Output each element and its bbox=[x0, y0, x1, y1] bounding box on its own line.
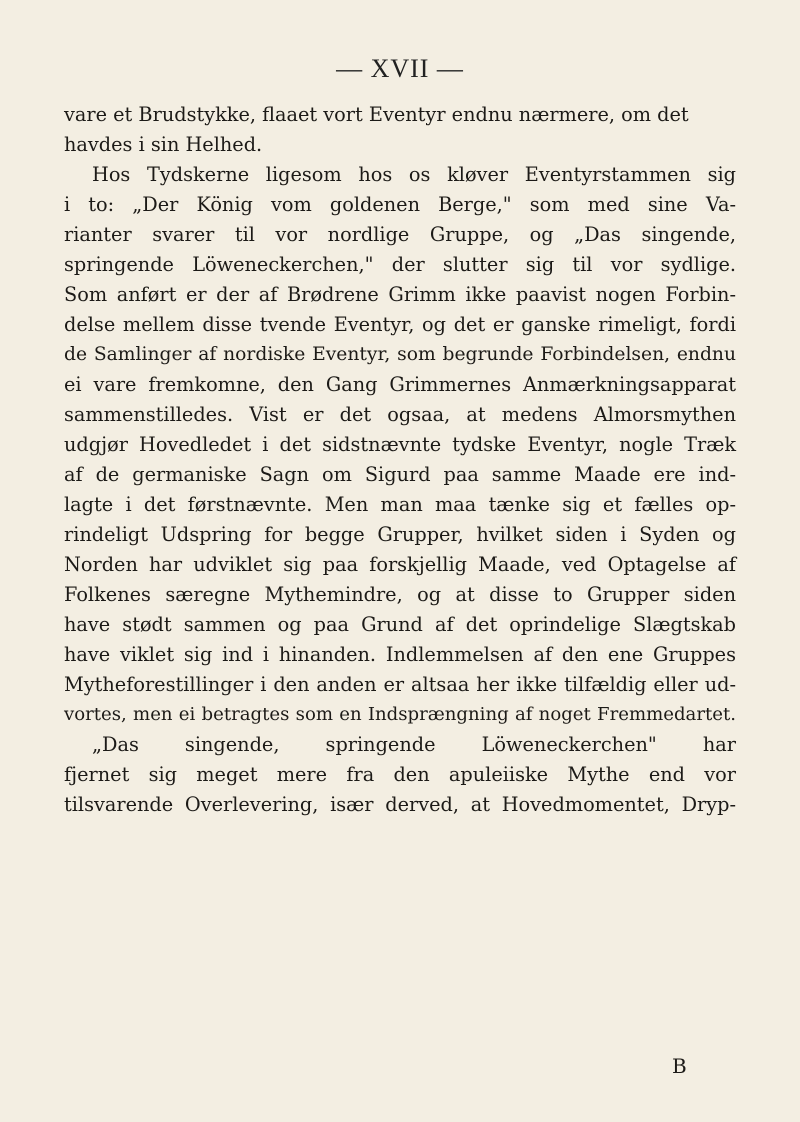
text-line: „Das singende, springende Löweneckerchen" har bbox=[92, 733, 736, 756]
catchword: B bbox=[672, 1054, 687, 1078]
text-line: Norden har udviklet sig paa forskjellig Maade, ved Optagelse af bbox=[64, 553, 736, 576]
text-line: i to: „Der König vom goldenen Berge," som med sine Va- bbox=[64, 193, 736, 216]
text-line: fjernet sig meget mere fra den apuleiiske Mythe end vor bbox=[64, 763, 736, 786]
text-line: ei vare fremkomne, den Gang Grimmernes Anmærkningsapparat bbox=[64, 373, 736, 396]
text-line: springende Löweneckerchen," der slutter sig til vor sydlige. bbox=[64, 253, 736, 276]
text-line: Som anført er der af Brødrene Grimm ikke paavist nogen Forbin- bbox=[64, 283, 736, 306]
body-text bbox=[64, 100, 736, 820]
text-line: rindeligt Udspring for begge Grupper, hvilket siden i Syden og bbox=[64, 523, 736, 546]
text-line: havdes i sin Helhed. bbox=[64, 133, 263, 156]
text-line: delse mellem disse tvende Eventyr, og det er ganske rimeligt, fordi bbox=[64, 313, 736, 336]
text-line: Folkenes særegne Mythemindre, og at disse to Grupper siden bbox=[64, 583, 736, 606]
text-line: Mytheforestillinger i den anden er altsaa her ikke tilfældig eller ud- bbox=[64, 673, 736, 696]
text-line: Hos Tydskerne ligesom hos os kløver Eventyrstammen sig bbox=[92, 163, 736, 186]
text-line: lagte i det førstnævnte. Men man maa tænke sig et fælles op- bbox=[64, 493, 736, 516]
text-line: de Samlinger af nordiske Eventyr, som begrunde Forbindelsen, endnu bbox=[64, 344, 736, 365]
text-line: sammenstilledes. Vist er det ogsaa, at medens Almorsmythen bbox=[64, 403, 736, 426]
text-line: tilsvarende Overlevering, især derved, at Hovedmomentet, Dryp- bbox=[64, 793, 736, 816]
page-header: — XVII — bbox=[336, 54, 464, 83]
text-line: af de germaniske Sagn om Sigurd paa samme Maade ere ind- bbox=[64, 463, 736, 486]
text-line: vortes, men ei betragtes som en Indsprængning af noget Fremmedartet. bbox=[64, 704, 736, 725]
text-line: have viklet sig ind i hinanden. Indlemmelsen af den ene Gruppes bbox=[64, 643, 736, 666]
text-line: vare et Brudstykke, flaaet vort Eventyr endnu nærmere, om det bbox=[64, 103, 689, 126]
text-line: udgjør Hovedledet i det sidstnævnte tydske Eventyr, nogle Træk bbox=[64, 433, 736, 456]
text-line: have stødt sammen og paa Grund af det oprindelige Slægtskab bbox=[64, 613, 736, 636]
text-line: rianter svarer til vor nordlige Gruppe, og „Das singende, bbox=[64, 223, 736, 246]
